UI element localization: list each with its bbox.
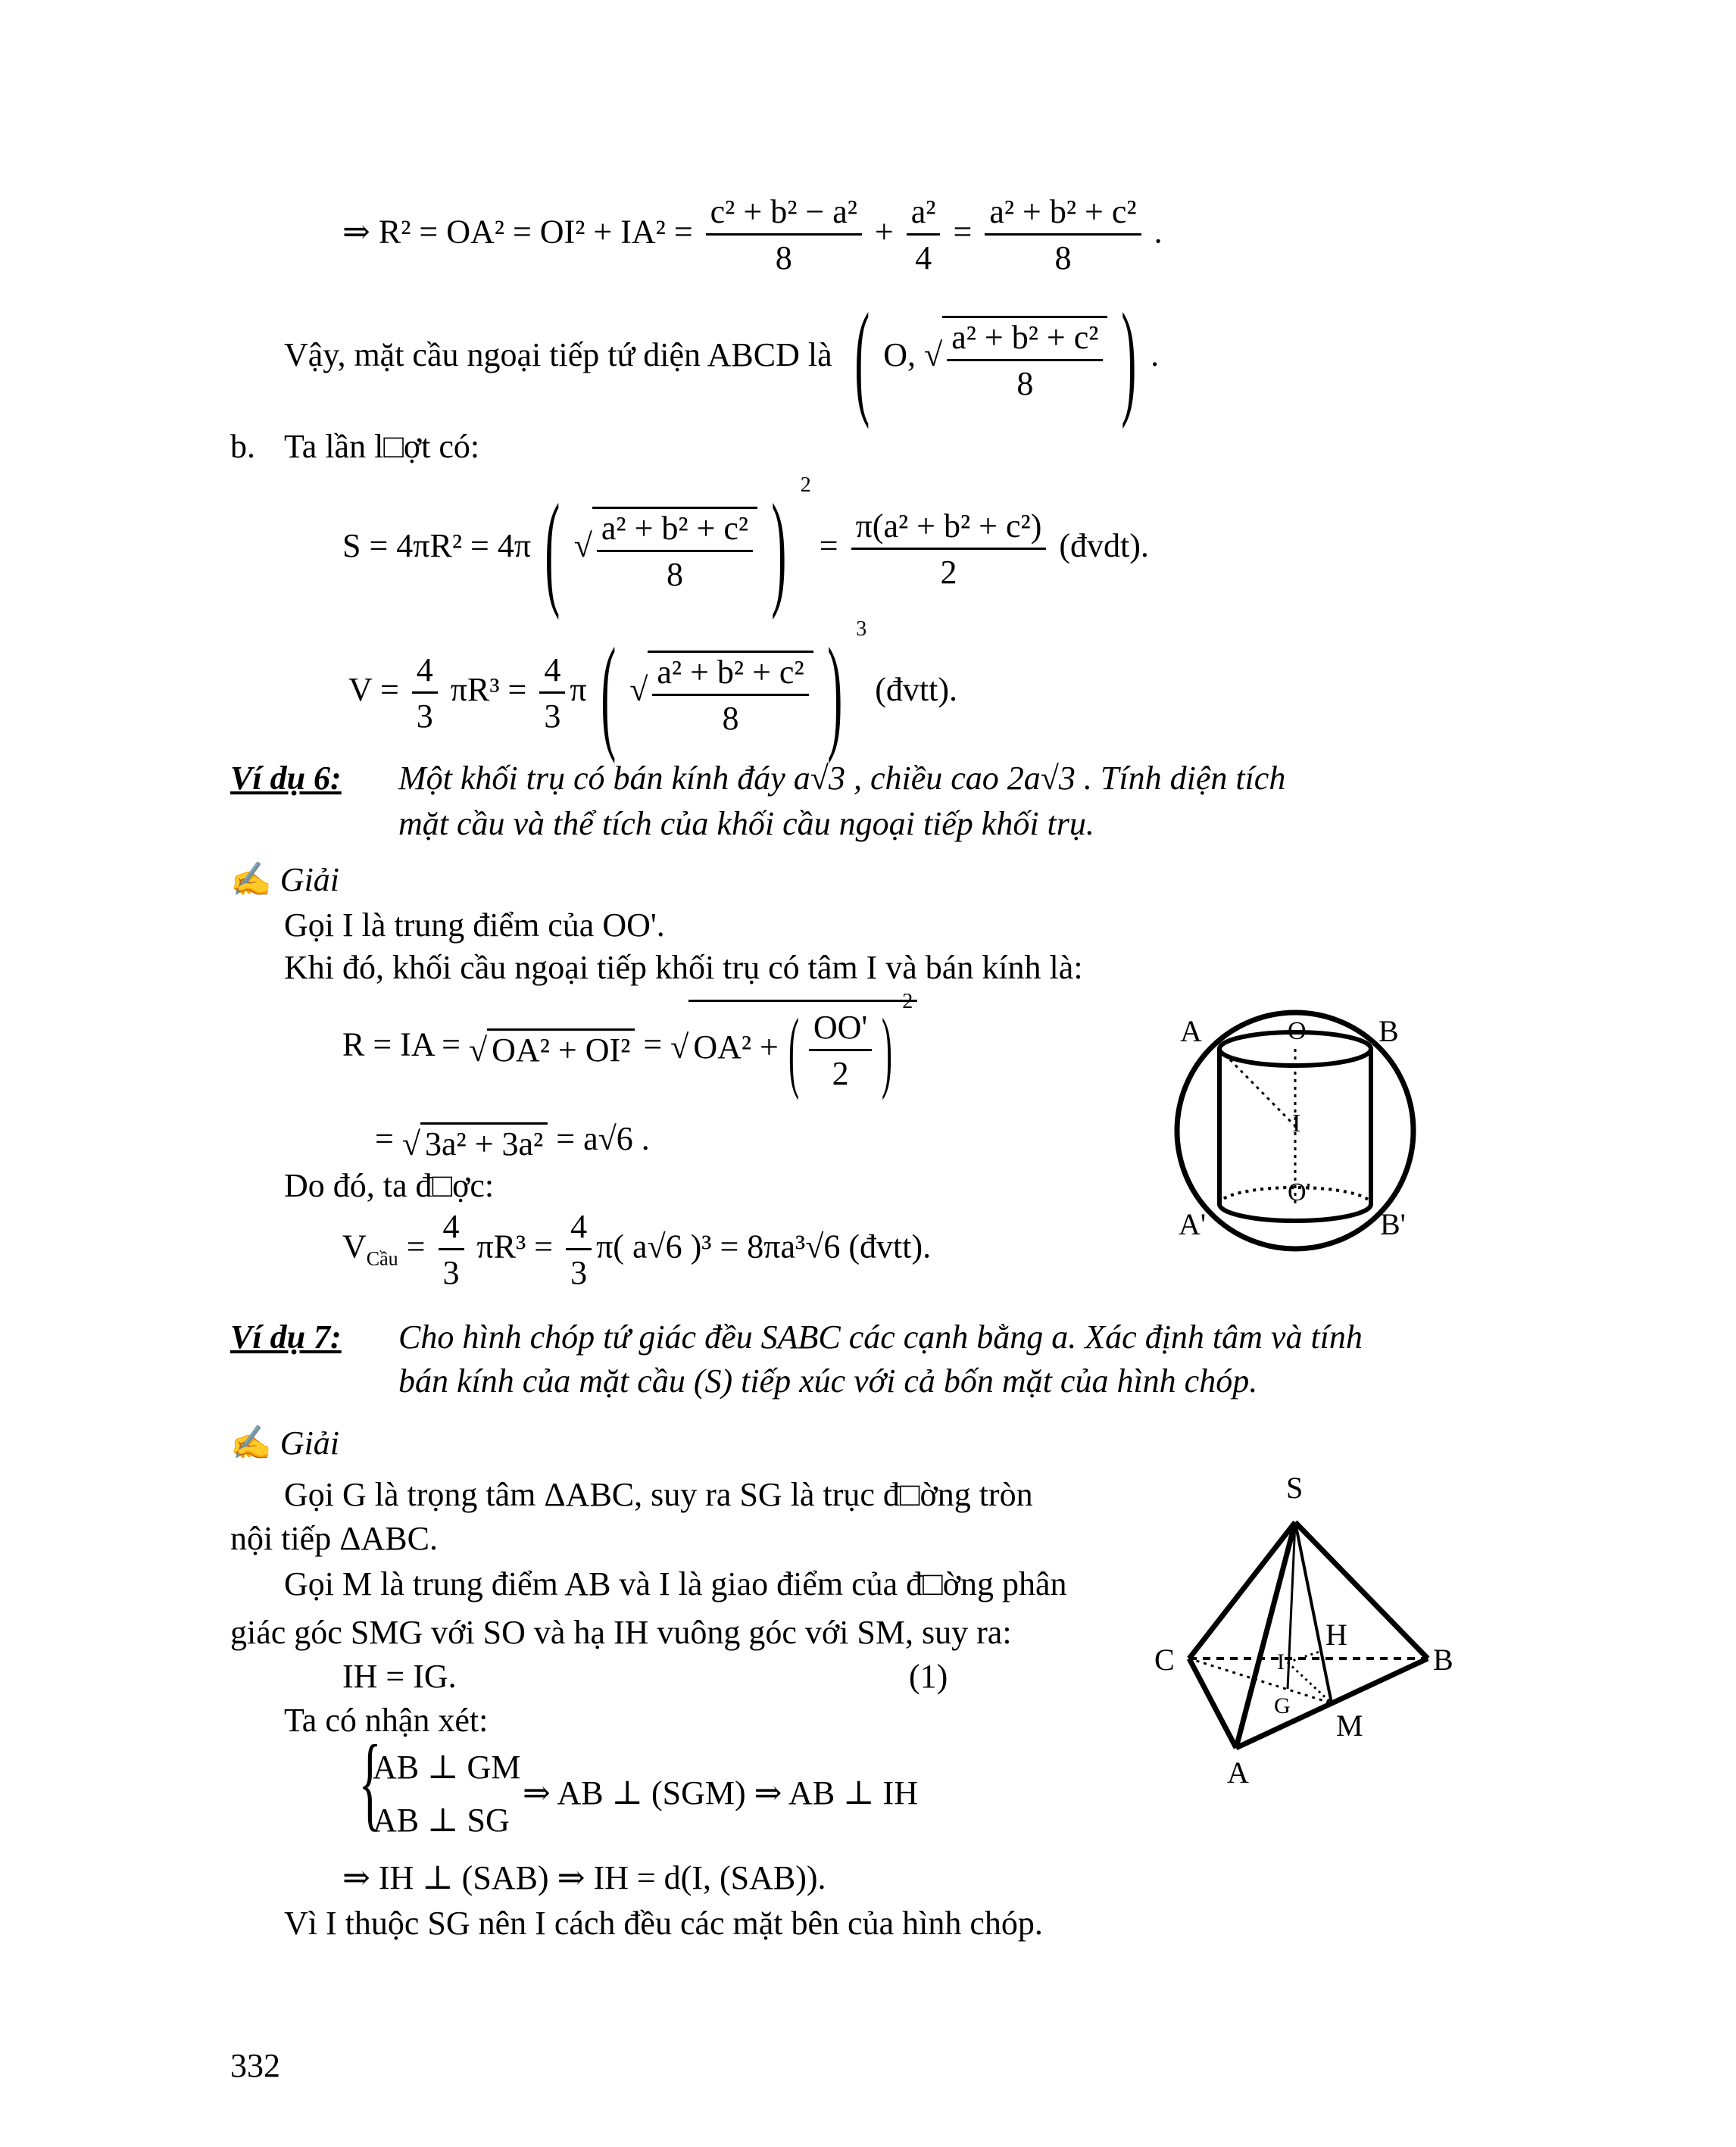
solution-7-last: Vì I thuộc SG nên I cách đều các mặt bên của hình chóp. [284, 1905, 1043, 1942]
paren-close: ) [771, 478, 787, 620]
fraction-2: $\frac{\text{a²}}{4}$ [907, 195, 941, 275]
label-S: S [1286, 1471, 1304, 1505]
sqrt-3a: √ 3a² + 3a² [402, 1122, 548, 1161]
left-paren: ( [854, 287, 870, 429]
segment-IH [1288, 1651, 1322, 1662]
unit-dvtt: (đvtt). [875, 671, 958, 709]
paren-open: ( [600, 622, 616, 764]
label-I: I [1277, 1649, 1285, 1674]
page-number: 332 [230, 2047, 280, 2084]
equals-sign: = [643, 1025, 663, 1063]
period: . [1154, 213, 1163, 251]
coef-fraction-2: $\frac{4}{3}$ [539, 654, 565, 733]
solution-6-line-2: Khi đó, khối cầu ngoại tiếp khối trụ có tâm I và bán kính là: [284, 949, 1083, 986]
solution-label: Giải [279, 1425, 340, 1462]
system-result: ⇒ AB ⊥ (SGM) ⇒ AB ⊥ IH [523, 1774, 918, 1812]
bottom-base-front [1219, 1204, 1371, 1221]
solution-7-p1a: Gọi G là trọng tâm ΔABC, suy ra SG là trục đ□ờng tròn [284, 1476, 1033, 1513]
v-subscript: Cầu [366, 1247, 398, 1270]
solution-7-p1b: nội tiếp ΔABC. [230, 1520, 438, 1557]
example-7-label: Ví dụ 7: [230, 1318, 342, 1356]
system-line-2: AB ⊥ SG [373, 1802, 510, 1839]
solution-label: Giải [279, 861, 340, 898]
exponent: 3 [856, 617, 867, 641]
solution-7-p2a: Gọi M là trung điểm AB và I là giao điểm của đ□ờng phân [284, 1565, 1067, 1602]
label-A-prime: A' [1179, 1207, 1207, 1241]
label-B: B [1433, 1643, 1453, 1677]
sphere-center: O, [883, 336, 916, 374]
unit-dvdt: (đvdt). [1059, 527, 1149, 565]
pyramid-figure [1189, 1522, 1428, 1748]
sqrt-s: √ $\frac{\text{a² + b² + c²}}{8}$ [574, 507, 757, 591]
example-6-line-2: mặt cầu và thể tích của khối cầu ngoại tiếp khối trụ. [398, 805, 1094, 842]
solution-6-line-1: Gọi I là trung điểm của OO'. [284, 907, 665, 944]
sqrt-oa-oo: √ OA² + ( $\frac{OO'}{2}$ ) $^2$ [670, 1000, 917, 1096]
eq-s-lhs: S = 4πR² = 4π [342, 527, 532, 565]
v-mid: πR³ = [476, 1228, 554, 1265]
system-line-1: AB ⊥ GM [373, 1749, 521, 1786]
eq-lhs: ⇒ R² = OA² = OI² + IA² = [342, 213, 693, 251]
example-6-line-1: Một khối trụ có bán kính đáy a√3 , chiều cao 2a√3 . Tính diện tích [398, 760, 1286, 797]
label-H: H [1325, 1618, 1347, 1652]
solution-6-line-3: Do đó, ta đ□ợc: [284, 1167, 495, 1204]
frac-4-3-b: $\frac{4}{3}$ [566, 1210, 592, 1290]
sqrt-oa-oi: √ OA² + OI² [469, 1028, 635, 1067]
label-B-prime: B' [1380, 1207, 1406, 1241]
v-symbol: V [342, 1228, 367, 1265]
pyramid-labels [1154, 1471, 1453, 1790]
edge-CA [1189, 1659, 1236, 1748]
example-7-line-1: Cho hình chóp tứ giác đều SABC các cạnh bằng a. Xác định tâm và tính [398, 1318, 1363, 1356]
label-B: B [1378, 1014, 1399, 1048]
implication-line: ⇒ IH ⊥ (SAB) ⇒ IH = d(I, (SAB)). [342, 1859, 826, 1896]
pen-icon: ✍ [230, 861, 272, 898]
frac-4-3: $\frac{4}{3}$ [439, 1210, 464, 1290]
label-O-prime: O' [1288, 1178, 1311, 1206]
equals-sign: = [819, 527, 838, 565]
label-C: C [1154, 1643, 1175, 1677]
label-A: A [1227, 1755, 1249, 1790]
example-6-label: Ví dụ 6: [230, 760, 342, 797]
exponent: 2 [800, 473, 811, 498]
label-A: A [1180, 1014, 1202, 1048]
right-paren: ) [1121, 287, 1137, 429]
fraction-3: $\frac{\text{a² + b² + c²}}{8}$ [985, 195, 1141, 275]
radius-value: = a√6 . [556, 1120, 650, 1157]
result-fraction: $\frac{\text{π(a² + b² + c²)}}{2}$ [851, 510, 1047, 589]
coef-fraction: $\frac{4}{3}$ [412, 654, 438, 733]
plus-sign: + [874, 213, 894, 251]
paren-open: ( [545, 478, 560, 620]
segment-ia [1219, 1049, 1295, 1126]
eq-v-lhs: V = [348, 671, 399, 709]
label-G: G [1274, 1693, 1291, 1718]
paren-close: ) [827, 622, 842, 764]
equals-sign: = [406, 1228, 426, 1265]
edge-AB [1236, 1659, 1428, 1748]
part-b-label: b. [230, 428, 255, 465]
v-result: π( a√6 )³ = 8πa³√6 (đvtt). [596, 1228, 932, 1265]
equals-sign: = [375, 1120, 394, 1157]
equals-sign: = [953, 213, 973, 251]
segment-SM [1295, 1522, 1332, 1703]
solution-7-p2b: giác góc SMG với SO và hạ IH vuông góc với SM, suy ra: [230, 1614, 1012, 1651]
sqrt-v: √ $\frac{\text{a² + b² + c²}}{8}$ [629, 651, 813, 735]
solution-7-note: Ta có nhận xét: [284, 1702, 489, 1739]
pen-icon: ✍ [230, 1425, 272, 1462]
label-M: M [1336, 1709, 1363, 1743]
fraction-1: $\frac{\text{c² + b² − a²}}{8}$ [706, 195, 862, 275]
equation-ih-ig: IH = IG. [342, 1658, 457, 1695]
conclusion-text: Vậy, mặt cầu ngoại tiếp tứ diện ABCD là [284, 336, 832, 374]
example-7-line-2: bán kính của mặt cầu (S) tiếp xúc với cả bốn mặt của hình chóp. [398, 1362, 1258, 1400]
part-b-text: Ta lần l□ợt có: [284, 428, 480, 465]
label-O: O [1288, 1017, 1307, 1045]
edge-SB [1295, 1522, 1428, 1659]
brace: { [358, 1724, 382, 1841]
r-lhs: R = IA = [342, 1025, 461, 1063]
eq-v-mid: πR³ = [450, 671, 527, 709]
equation-number-1: (1) [909, 1658, 948, 1695]
label-I: I [1292, 1109, 1301, 1137]
sqrt-radius: √ $\frac{\text{a² + b² + c²}}{8}$ [924, 316, 1107, 401]
pi: π [570, 671, 587, 709]
period: . [1151, 336, 1160, 374]
